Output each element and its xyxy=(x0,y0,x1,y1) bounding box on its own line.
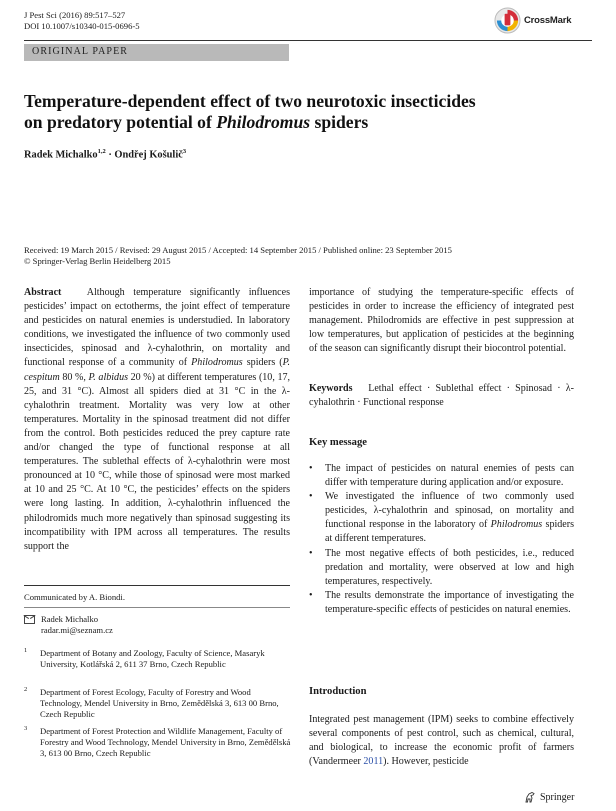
list-item: • The impact of pesticides on natural enemies of pests can differ with temperature during application and/or exposure. xyxy=(309,462,574,490)
list-item: • We investigated the influence of two commonly used pesticides, λ-cyhalothrin and spinosad, on mortality and functional response in the laboratory of Philodromus spiders at different temperatures. xyxy=(309,490,574,546)
doi[interactable]: DOI 10.1007/s10340-015-0696-5 xyxy=(24,21,140,31)
article-type-label: ORIGINAL PAPER xyxy=(32,46,129,57)
title-line-1: Temperature-dependent effect of two neurotoxic insecticides xyxy=(24,91,476,111)
communicated-by: Communicated by A. Biondi. xyxy=(24,592,125,602)
list-item: • The results demonstrate the importance of investigating the temperature-specific effects of pesticides on natural enemies. xyxy=(309,589,574,617)
author-name[interactable]: Ondřej Košulič xyxy=(114,149,183,161)
crossmark-label: CrossMark xyxy=(524,15,572,26)
contact-name: Radek Michalko xyxy=(41,614,99,624)
footnote-rule xyxy=(24,585,290,586)
abstract: Abstract Although temperature significantly influences pesticides’ impact on ectotherms, the joint effect of temperature and pesticides on natural enemies is understudied. In laboratory conditions, we investigated the influence of two commonly used insecticides, spinosad and λ-cyhalothrin, on mortality and functional response of a community of Philodromus spiders (P. cespitum 80 %, P. albidus 20 %) at different temperatures (10, 17, 25, and 31 °C). Almost all spiders died at 31 °C in the λ-cyhalothrin treatment. Mortality was very low at other temperatures. Mortality in the spinosad treatment did not differ from the control. Both pesticides reduced the prey capture rate and/or changed the type of functional response at all temperatures. The sublethal effects of λ-cyhalothrin were most pronounced at 10 °C, while those of spinosad were most marked at 10 and 25 °C. At 10 °C, the pesticides’ effects on the spiders were long lasting. In addition, λ-cyhalothrin influenced the philodromids much more negatively than spinosad suggesting its incompatibility with IPM across all temperatures. The results support the xyxy=(24,287,291,552)
footnote-rule-2 xyxy=(24,607,290,608)
key-message-list xyxy=(309,462,574,617)
article-title xyxy=(24,91,584,133)
journal-header xyxy=(24,10,140,32)
copyright: © Springer-Verlag Berlin Heidelberg 2015 xyxy=(24,256,171,266)
publisher-footer xyxy=(524,791,574,803)
introduction-text: Integrated pest management (IPM) seeks to combine effectively several components of pest control, such as chemical, cultural, and biological, to increase the economic profit of farmers (Vandermeer 2011). However, pesticide xyxy=(309,714,574,768)
abstract-heading: Abstract xyxy=(24,287,62,298)
keywords: Keywords Lethal effect · Sublethal effect · Spinosad · λ-cyhalothrin · Functional response xyxy=(309,383,574,409)
list-item: • The most negative effects of both pesticides, i.e., reduced predation and mortality, were observed at low and high temperatures, respectively. xyxy=(309,547,574,589)
abstract-continued: importance of studying the temperature-specific effects of pesticides in order to increase the efficiency of integrated pest management. Philodromids are effective in pest suppression at low temperatures, but application of pesticides at the beginning of the season can significantly disrupt their biocontrol potential. xyxy=(309,287,574,355)
publication-history: Received: 19 March 2015 / Revised: 29 August 2015 / Accepted: 14 September 2015 / Published online: 23 September 2015 © Springer-Verlag Berlin Heidelberg 2015 xyxy=(24,245,592,267)
affiliation-2: 2 Department of Forest Ecology, Faculty of Forestry and Wood Technology, Mendel University in Brno, Zemědělská 3, 613 00 Brno, Czech Republic xyxy=(24,686,279,719)
affiliation-3: 3 Department of Forest Protection and Wildlife Management, Faculty of Forestry and Wood Technology, Mendel University in Brno, Zemědělská 3, 613 00 Brno, Czech Republic xyxy=(24,725,291,758)
citation-link[interactable]: 2011 xyxy=(363,756,384,768)
title-line-2: on predatory potential of Philodromus spiders xyxy=(24,112,369,132)
envelope-icon xyxy=(24,615,35,624)
journal-citation: J Pest Sci (2016) 89:517–527 xyxy=(24,10,126,20)
keywords-label: Keywords xyxy=(309,383,353,394)
contact-email[interactable]: radar.mi@seznam.cz xyxy=(41,625,113,635)
corresponding-author xyxy=(24,614,113,636)
header-rule xyxy=(24,40,592,41)
key-message-heading: Key message xyxy=(309,437,367,448)
introduction-heading: Introduction xyxy=(309,686,367,697)
author-name[interactable]: Radek Michalko xyxy=(24,149,98,161)
crossmark-badge[interactable] xyxy=(494,7,571,34)
publisher-name: Springer xyxy=(540,791,575,803)
springer-horse-icon xyxy=(524,791,536,803)
affiliation-1: 1 Department of Botany and Zoology, Faculty of Science, Masaryk University, Kotlářská 2, 611 37 Brno, Czech Republic xyxy=(24,647,265,669)
crossmark-icon xyxy=(494,7,521,34)
author-list: Radek Michalko$^{1,2}$ · Ondřej Košulič$^3$ xyxy=(24,148,187,161)
